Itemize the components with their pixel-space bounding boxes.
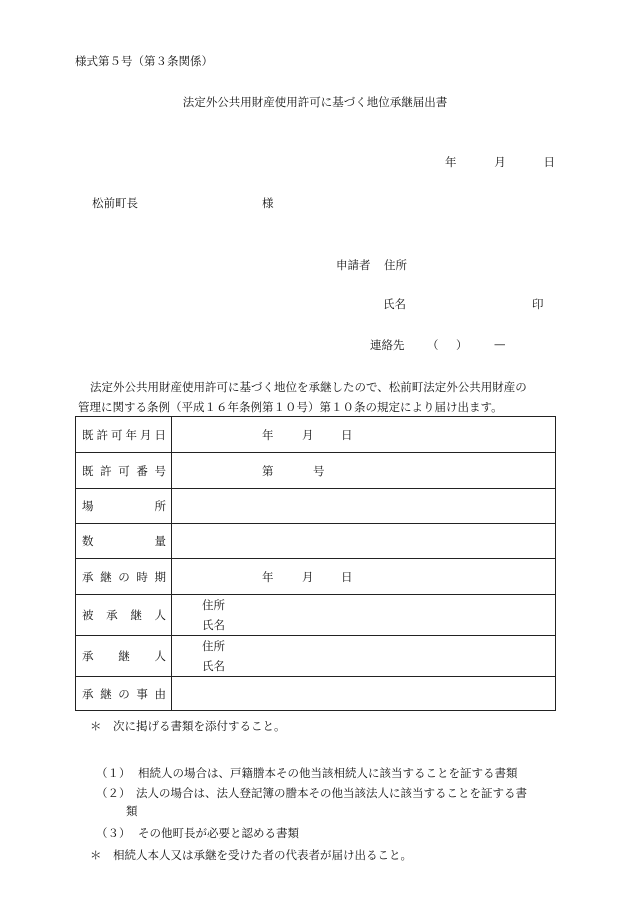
intro-line-2: 管理に関する条例（平成１６年条例第１０号）第１０条の規定により届け出ます。 xyxy=(78,400,503,414)
succession-form-table xyxy=(75,416,556,711)
predecessor-address-label: 住所 xyxy=(202,598,225,612)
label-permit-date: 既 許 可 年 月 日 xyxy=(76,417,172,453)
contact-dash: — xyxy=(494,337,506,351)
note-item-2-text: 法人の場合は、法人登記簿の謄本その他当該法人に該当することを証する書 xyxy=(136,786,527,800)
row-permit-number xyxy=(76,453,556,489)
note-item-2-continued: 類 xyxy=(126,804,138,818)
applicant-address-label: 住所 xyxy=(384,258,407,272)
successor-name-label: 氏名 xyxy=(202,659,225,673)
label-predecessor: 被 承 継 人 xyxy=(76,595,172,636)
row-permit-date xyxy=(76,417,556,453)
intro-line-1: 法定外公共用財産使用許可に基づく地位を承継したので、松前町法定外公共用財産の xyxy=(90,380,527,394)
permit-year: 年 xyxy=(262,427,274,442)
submission-date xyxy=(445,154,555,170)
permit-month: 月 xyxy=(302,427,314,442)
applicant-label: 申請者 xyxy=(336,258,371,272)
label-succession-time: 承 継 の 時 期 xyxy=(76,559,172,595)
addressee-name: 松前町長 xyxy=(92,196,138,210)
final-note: ＊ 相続人本人又は承継を受けた者の代表者が届け出ること。 xyxy=(90,848,412,862)
contact-label: 連絡先 xyxy=(370,338,405,352)
date-day: 日 xyxy=(543,155,555,169)
intro-paragraph xyxy=(78,377,568,417)
field-permit-number[interactable] xyxy=(172,453,556,489)
successor-address-label: 住所 xyxy=(202,639,225,653)
permit-day: 日 xyxy=(341,427,353,442)
document-title: 法定外公共用財産使用許可に基づく地位承継届出書 xyxy=(182,95,448,109)
permit-number-dai: 第 xyxy=(262,463,274,478)
field-predecessor[interactable] xyxy=(172,595,556,636)
label-successor: 承 継 人 xyxy=(76,636,172,677)
field-reason[interactable] xyxy=(172,677,556,711)
field-location[interactable] xyxy=(172,489,556,524)
succession-day: 日 xyxy=(341,569,353,584)
date-year: 年 xyxy=(445,155,457,169)
field-succession-time[interactable] xyxy=(172,559,556,595)
note-item-1-text: 相続人の場合は、戸籍謄本その他当該相続人に該当することを証する書類 xyxy=(138,766,518,780)
note-item-1-number: （１） xyxy=(96,766,131,780)
label-quantity: 数 量 xyxy=(76,524,172,559)
row-predecessor xyxy=(76,595,556,636)
attachment-note: ＊ 次に掲げる書類を添付すること。 xyxy=(90,719,286,733)
field-successor[interactable] xyxy=(172,636,556,677)
row-quantity xyxy=(76,524,556,559)
field-permit-date[interactable] xyxy=(172,417,556,453)
note-item-3-text: その他町長が必要と認める書類 xyxy=(138,826,299,840)
addressee-honorific: 様 xyxy=(262,196,274,210)
form-number: 様式第５号（第３条関係） xyxy=(75,54,213,68)
date-month: 月 xyxy=(494,155,506,169)
note-item-3-number: （３） xyxy=(96,826,131,840)
predecessor-name-label: 氏名 xyxy=(202,618,225,632)
seal-mark: 印 xyxy=(532,297,544,311)
row-successor xyxy=(76,636,556,677)
succession-year: 年 xyxy=(262,569,274,584)
field-quantity[interactable] xyxy=(172,524,556,559)
note-item-2-number: （２） xyxy=(96,786,131,800)
label-location: 場 所 xyxy=(76,489,172,524)
label-reason: 承 継 の 事 由 xyxy=(76,677,172,711)
row-succession-time xyxy=(76,559,556,595)
row-location xyxy=(76,489,556,524)
row-reason xyxy=(76,677,556,711)
permit-number-go: 号 xyxy=(313,463,325,478)
contact-paren-open: （ xyxy=(427,338,439,352)
succession-month: 月 xyxy=(302,569,314,584)
applicant-name-label: 氏名 xyxy=(383,297,406,311)
contact-paren-close: ） xyxy=(456,338,468,352)
label-permit-number: 既 許 可 番 号 xyxy=(76,453,172,489)
